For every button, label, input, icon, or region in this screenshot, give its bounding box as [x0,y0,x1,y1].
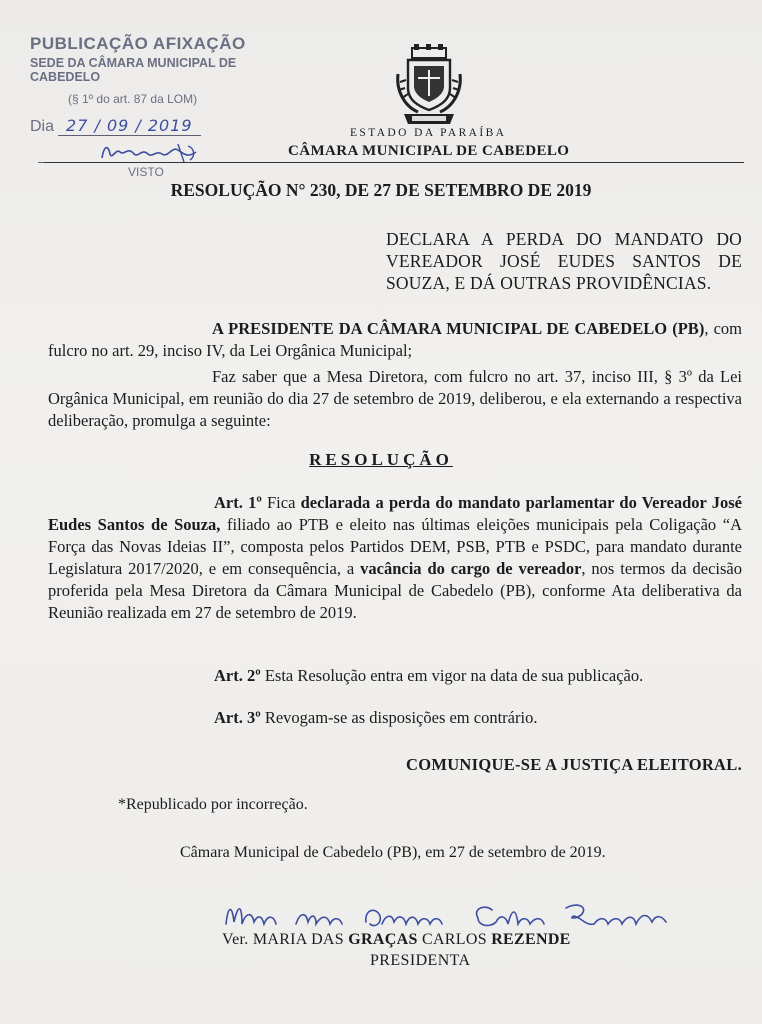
stamp-date-value: 27 / 09 / 2019 [58,116,201,136]
comunique-line: COMUNIQUE-SE A JUSTIÇA ELEITORAL. [405,755,742,774]
stamp-signature [38,140,238,163]
stamp-date-label: Dia [30,118,55,135]
article-1 [48,492,742,624]
municipal-crest-icon [394,44,464,126]
signatory-role: PRESIDENTA [370,952,471,969]
resolucao-heading: RESOLUÇÃO [309,450,453,469]
stamp-legal-ref: (§ 1º do art. 87 da LOM) [68,92,198,106]
document-ementa: DECLARA A PERDA DO MANDATO DO VEREADOR JOSÉ EUDES SANTOS DE SOUZA, E DÁ OUTRAS PROVIDÊNCIAS. [386,229,742,293]
preamble-paragraph [48,318,742,362]
header-divider [44,162,744,163]
stamp-visto: VISTO [128,165,164,179]
preamble-bold: A PRESIDENTE DA CÂMARA MUNICIPAL DE CABEDELO [212,319,668,338]
article-3 [214,708,537,728]
faz-saber-text: Faz saber que a Mesa Diretora, com fulcro no art. 37, inciso III, § 3º da Lei Orgânica Municipal, em reunião do dia 27 de setembro de 2019, deliberou, e ela externando a respectiva deliberação, promulga a seguinte: [48,367,742,430]
publication-stamp [30,34,270,179]
signatory-prefix: Ver. MARIA DAS [222,931,349,948]
article-3-label: Art. 3º [214,708,261,727]
article-1-bold-2: vacância do cargo de vereador [360,559,582,578]
stamp-date-row [30,116,270,136]
article-1-text-3: , nos termos da decisão proferida pela Mesa Diretora da Câmara Municipal de Cabedelo (PB), conforme Ata deliberativa da Reunião realizada em 27 de setembro de 2019. [48,559,743,622]
article-2-text: Esta Resolução entra em vigor na data de sua publicação. [260,666,644,685]
article-1-text-1: Fica [261,493,301,512]
document-title: RESOLUÇÃO N° 230, DE 27 DE SETEMBRO DE 2019 [170,180,592,200]
signatory-bold-2: REZENDE [491,931,571,948]
stamp-signature-scribble [38,140,238,164]
article-1-label: Art. 1º [214,493,262,512]
signatory-bold-1: GRAÇAS [348,931,418,948]
stamp-subtitle: SEDE DA CÂMARA MUNICIPAL DE CABEDELO [30,56,237,84]
signatory-name [222,931,571,949]
article-2 [214,666,643,686]
article-1-text-2: filiado ao PTB e eleito nas últimas eleições municipais pela Coligação “A Força das Novas Ideias II”, composta pelos Partidos DEM, PSB, PTB e PSDC, para mandato durante Legislatura 2017/2020, e em consequência, a [48,515,742,578]
article-2-label: Art. 2º [214,666,261,685]
signatory-mid: CARLOS [417,931,492,948]
stamp-title: PUBLICAÇÃO AFIXAÇÃO [30,34,246,53]
republicado-note: *Republicado por incorreção. [118,796,308,813]
preamble-pb: (PB) [672,319,705,338]
faz-saber-paragraph [48,366,742,432]
header-camara: CÂMARA MUNICIPAL DE CABEDELO [288,143,570,159]
article-3-text: Revogam-se as disposições em contrário. [260,708,538,727]
article-1-bold-1: declarada a perda do mandato parlamentar do Vereador José Eudes Santos de Souza, [48,493,742,534]
preamble-rest: , com fulcro no art. 29, inciso IV, da Lei Orgânica Municipal; [48,319,742,360]
header-estado: ESTADO DA PARAÍBA [350,127,507,139]
place-date-line: Câmara Municipal de Cabedelo (PB), em 27 de setembro de 2019. [180,844,606,861]
